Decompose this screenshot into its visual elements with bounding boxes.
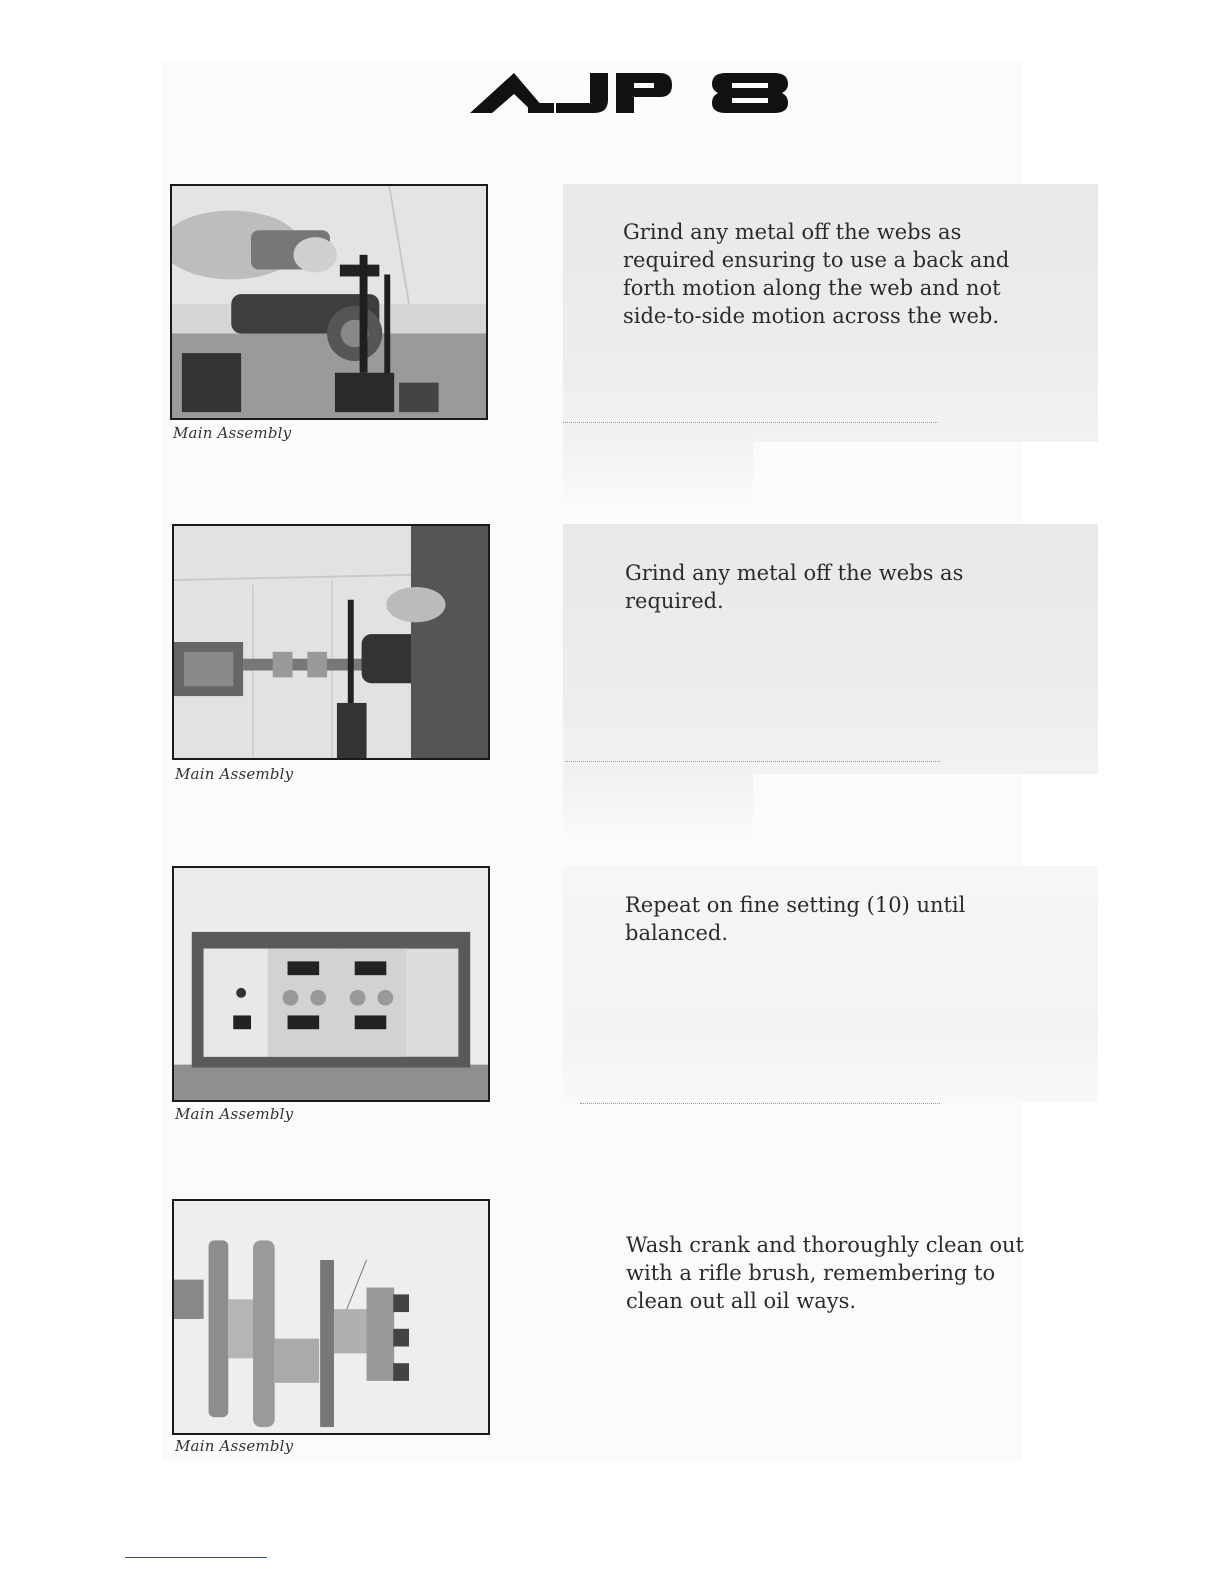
divider-line xyxy=(580,1103,940,1104)
photo-caption: Main Assembly xyxy=(175,1437,294,1455)
divider-line xyxy=(563,422,938,423)
panel-shadow xyxy=(563,765,753,837)
photo-caption: Main Assembly xyxy=(175,1105,294,1123)
instruction-text: Repeat on fine setting (10) until balanced. xyxy=(625,893,966,945)
balancing-machine-photo xyxy=(172,524,490,760)
crank-grinding-photo xyxy=(170,184,488,420)
panel-shadow xyxy=(563,425,753,505)
crankshaft-photo xyxy=(172,1199,490,1435)
balancer-control-panel-photo xyxy=(172,866,490,1102)
instruction-text: Grind any metal off the webs as required ensuring to use a back and forth motion along the web and not side-to-side motion across the web. xyxy=(623,220,1010,328)
footer-rule xyxy=(125,1557,267,1558)
ajp8-logo xyxy=(470,70,790,116)
instruction-text: Grind any metal off the webs as required. xyxy=(625,561,964,613)
instruction-text: Wash crank and thoroughly clean out with a rifle brush, remembering to clean out all oil ways. xyxy=(626,1233,1024,1313)
photo-caption: Main Assembly xyxy=(175,765,294,783)
photo-caption: Main Assembly xyxy=(173,424,292,442)
divider-line xyxy=(565,761,940,762)
